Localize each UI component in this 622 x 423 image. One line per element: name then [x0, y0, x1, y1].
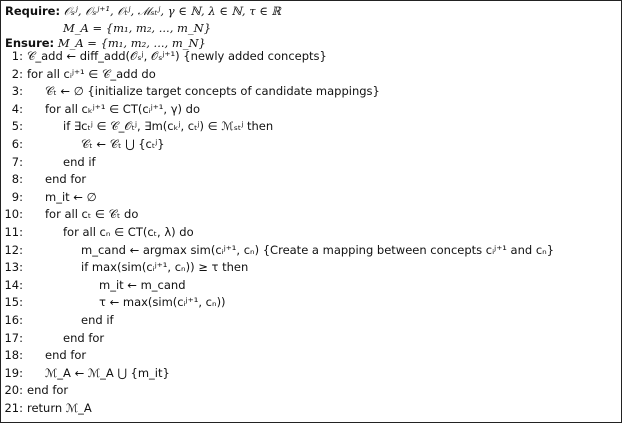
line-code: 𝒞ₜ ← 𝒞ₜ ⋃ {cₜʲ} [81, 137, 165, 151]
line-number: 16: [4, 313, 23, 327]
ensure-label: Ensure: [5, 36, 55, 50]
line-code: for all cᵢʲ⁺¹ ∈ 𝒞_add do [27, 66, 156, 81]
line-number: 2: [11, 66, 23, 81]
line-number: 3: [11, 84, 23, 99]
line-code: if max(sim(cᵢʲ⁺¹, cₙ)) ≥ τ then [81, 260, 249, 275]
line-code: if ∃cₜʲ ∈ 𝒞_𝒪ₜʲ, ∃m(cₖʲ, cₜʲ) ∈ ℳₛₜʲ then [63, 119, 274, 134]
line-number: 8: [11, 172, 23, 187]
line-number: 15: [4, 295, 23, 310]
line-code: m_it ← ∅ [45, 189, 97, 204]
line-code: m_it ← m_cand [99, 277, 186, 292]
ensure-text: M_A = {m₁, m₂, ..., m_N} [57, 36, 206, 50]
line-code: for all cₙ ∈ CT(cₜ, λ) do [63, 225, 194, 239]
line-code: for all cₖʲ⁺¹ ∈ CT(cᵢʲ⁺¹, γ) do [45, 101, 201, 116]
line-number: 14: [4, 277, 23, 292]
line-number: 5: [11, 119, 23, 134]
line-number: 7: [11, 154, 23, 169]
line-number: 12: [4, 242, 23, 257]
require-label: Require: [5, 4, 61, 18]
line-code: end for [45, 172, 87, 187]
line-code: m_cand ← argmax sim(cᵢʲ⁺¹, cₙ) {Create a mapping between concepts cᵢʲ⁺¹ and cₙ} [81, 242, 555, 257]
line-code: 𝒞_add ← diff_add(𝒪ₛʲ, 𝒪ₛʲ⁺¹) {newly added concepts} [27, 49, 327, 63]
line-number: 17: [4, 330, 23, 345]
line-number: 18: [4, 348, 23, 363]
line-code: end for [63, 330, 105, 345]
line-code: τ ← max(sim(cᵢʲ⁺¹, cₙ)) [99, 295, 226, 310]
line-code: 𝒞ₜ ← ∅ {initialize target concepts of candidate mappings} [45, 84, 380, 99]
line-number: 1: [11, 49, 23, 63]
line-number: 21: [4, 401, 23, 415]
line-code: end for [45, 348, 87, 363]
line-number: 11: [4, 225, 23, 239]
ensure-line [5, 36, 206, 50]
line-number: 4: [11, 101, 23, 116]
line-code: end if [63, 154, 96, 169]
line-code: for all cₜ ∈ 𝒞ₜ do [45, 207, 139, 222]
line-number: 19: [4, 365, 23, 380]
line-number: 6: [11, 137, 23, 151]
line-number: 13: [4, 260, 23, 275]
line-number: 9: [11, 189, 23, 204]
require-line [5, 4, 281, 19]
require-cont-text: M_A = {m₁, m₂, ..., m_N} [63, 21, 212, 35]
line-code: end if [81, 313, 114, 327]
require-continuation [63, 21, 211, 35]
line-code: return ℳ_A [27, 401, 92, 415]
line-code: end for [27, 383, 69, 398]
line-code: ℳ_A ← ℳ_A ⋃ {m_it} [45, 365, 170, 380]
line-number: 20: [4, 383, 23, 398]
line-number: 10: [4, 207, 23, 222]
require-text: 𝒪ₛʲ, 𝒪ₛʲ⁺¹, 𝒪ₜʲ, ℳₛₜʲ, γ ∈ ℕ, λ ∈ ℕ, τ ∈ ℝ [63, 4, 281, 18]
